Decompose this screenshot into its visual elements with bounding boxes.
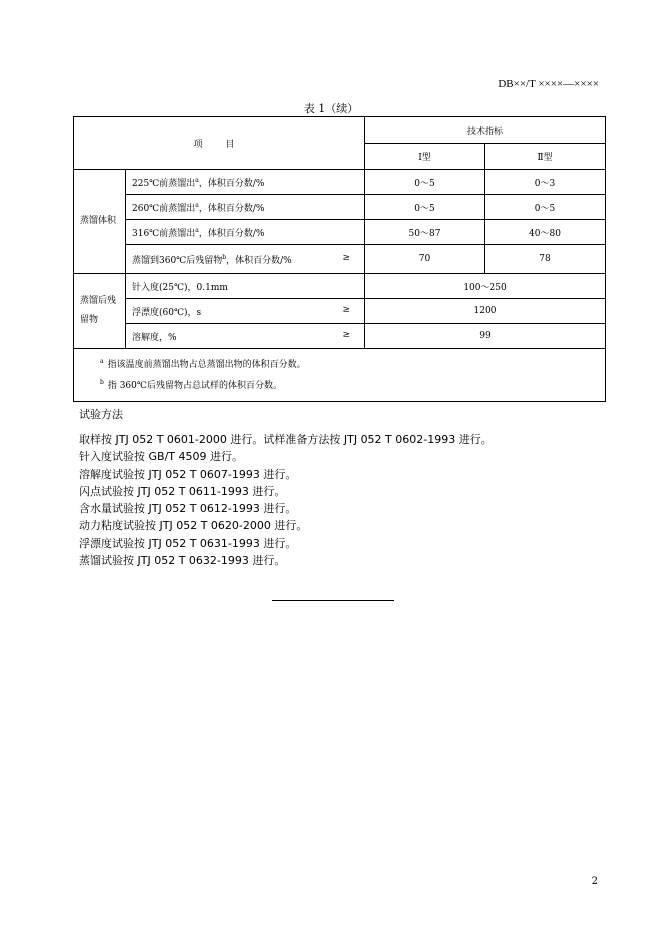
header-item: 项 目	[74, 117, 365, 170]
table-row	[74, 299, 606, 324]
group-distill-volume: 蒸馏体积	[74, 170, 126, 274]
row-label: 蒸馏到360℃后残留物$^b$，体积百分数/% ≥	[126, 245, 365, 274]
spec-table	[73, 116, 606, 402]
note-b: $^b$ 指 360℃后残留物占总试样的体积百分数。	[100, 379, 282, 391]
type2-value: 40～80	[485, 220, 606, 245]
notes-cell	[74, 349, 606, 402]
method-line: 闪点试验按 JTJ 052 T 0611-1993 进行。	[79, 484, 286, 498]
header-type2: Ⅱ型	[485, 144, 606, 170]
row-label: 225℃前蒸馏出$^a$，体积百分数/%	[126, 170, 365, 195]
ge-symbol: ≥	[342, 329, 350, 340]
type1-value: 0～5	[365, 170, 485, 195]
table-row	[74, 274, 606, 299]
row-label: 溶解度，% ≥	[126, 324, 365, 349]
ge-symbol: ≥	[342, 304, 350, 315]
method-line: 蒸馏试验按 JTJ 052 T 0632-1993 进行。	[79, 554, 286, 568]
type2-value: 78	[485, 245, 606, 274]
merged-value: 99	[365, 324, 606, 349]
method-line: 取样按 JTJ 052 T 0601-2000 进行。试样准备方法按 JTJ 052 T 0602-1993 进行。	[79, 433, 492, 446]
type2-value: 0～3	[485, 170, 606, 195]
method-line: 含水量试验按 JTJ 052 T 0612-1993 进行。	[79, 502, 297, 516]
table-title: 表 1（续）	[303, 102, 359, 115]
note-a: $^a$ 指该温度前蒸馏出物占总蒸馏出物的体积百分数。	[100, 358, 306, 370]
type1-value: 50～87	[365, 220, 485, 245]
document-code: DB××/T ××××—××××	[498, 78, 599, 90]
header-spec: 技术指标	[365, 117, 606, 144]
merged-value: 1200	[365, 299, 606, 324]
table-row	[74, 220, 606, 245]
table-notes	[74, 349, 606, 402]
header-type1: Ⅰ型	[365, 144, 485, 170]
table-row	[74, 324, 606, 349]
row-label: 浮漂度(60℃)，s ≥	[126, 299, 365, 324]
methods-list	[79, 431, 492, 569]
end-divider	[272, 600, 394, 601]
method-line: 动力粘度试验按 JTJ 052 T 0620-2000 进行。	[79, 519, 308, 533]
table-row	[74, 195, 606, 220]
page-number: 2	[591, 876, 598, 887]
method-line: 针入度试验按 GB/T 4509 进行。	[79, 450, 243, 464]
table-row	[74, 245, 606, 274]
type1-value: 70	[365, 245, 485, 274]
ge-symbol: ≥	[342, 252, 350, 263]
type2-value: 0～5	[485, 195, 606, 220]
method-line: 溶解度试验按 JTJ 052 T 0607-1993 进行。	[79, 467, 297, 481]
merged-value: 100～250	[365, 274, 606, 299]
row-label: 260℃前蒸馏出$^a$，体积百分数/%	[126, 195, 365, 220]
type1-value: 0～5	[365, 195, 485, 220]
section-title: 试验方法	[79, 408, 123, 421]
row-label: 针入度(25℃)，0.1mm	[126, 274, 365, 299]
method-line: 浮漂度试验按 JTJ 052 T 0631-1993 进行。	[79, 536, 297, 550]
group-residue: 蒸馏后残留物	[74, 274, 126, 349]
row-label: 316℃前蒸馏出$^a$，体积百分数/%	[126, 220, 365, 245]
table-row	[74, 170, 606, 195]
